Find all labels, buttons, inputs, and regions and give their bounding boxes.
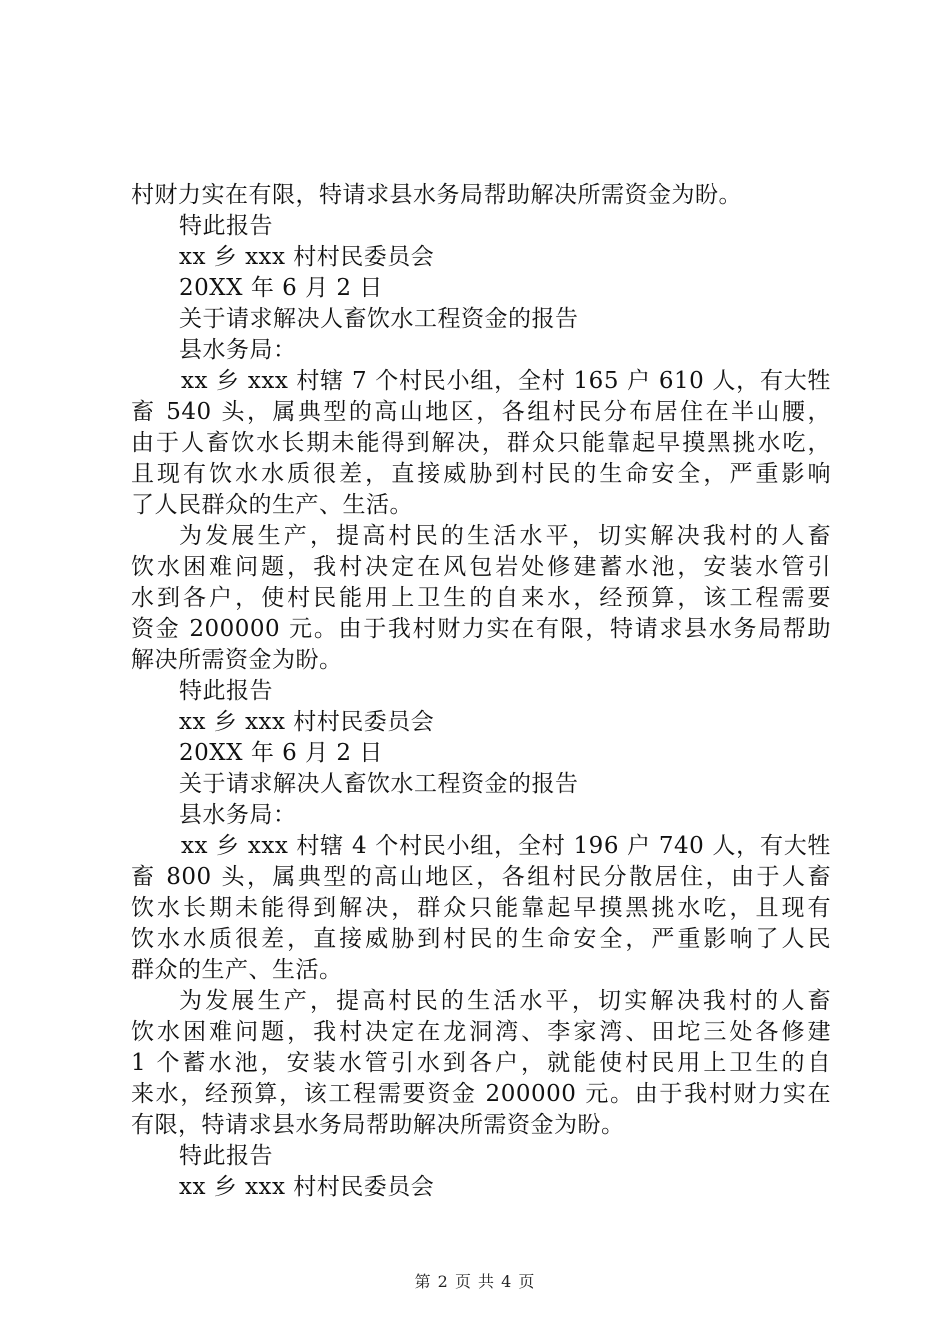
text-line: 且现有饮水水质很差，直接威胁到村民的生命安全，严重影响 — [131, 461, 831, 487]
text-line: 饮水水质很差，直接威胁到村民的生命安全，严重影响了人民 — [131, 926, 831, 952]
text-line: 由于人畜饮水长期未能得到解决，群众只能靠起早摸黑挑水吃， — [131, 430, 831, 456]
text-line: 特此报告 — [179, 213, 273, 239]
text-line: 特此报告 — [179, 678, 273, 704]
text-line: 解决所需资金为盼。 — [131, 647, 343, 673]
document-body — [131, 180, 831, 1203]
text-line: 了人民群众的生产、生活。 — [131, 492, 413, 518]
text-line: xx 乡 xxx 村村民委员会 — [179, 709, 435, 735]
text-line: 饮水困难问题，我村决定在龙洞湾、李家湾、田坨三处各修建 — [131, 1019, 831, 1045]
text-line: 20XX 年 6 月 2 日 — [179, 275, 383, 301]
text-line: xx 乡 xxx 村村民委员会 — [179, 244, 435, 270]
text-line: 水到各户，使村民能用上卫生的自来水，经预算，该工程需要 — [131, 585, 831, 611]
page-footer: 第 2 页 共 4 页 — [414, 1272, 536, 1291]
text-line: 县水务局： — [179, 802, 297, 828]
text-line: 资金 200000 元。由于我村财力实在有限，特请求县水务局帮助 — [131, 616, 831, 642]
text-line: 有限，特请求县水务局帮助解决所需资金为盼。 — [131, 1112, 625, 1138]
text-line: 饮水长期未能得到解决，群众只能靠起早摸黑挑水吃，且现有 — [131, 895, 831, 921]
text-line: xx 乡 xxx 村辖 7 个村民小组，全村 165 户 610 人，有大牲 — [181, 368, 831, 394]
text-line: 县水务局： — [179, 337, 297, 363]
text-line: 饮水困难问题，我村决定在风包岩处修建蓄水池，安装水管引 — [131, 554, 831, 580]
text-line: xx 乡 xxx 村村民委员会 — [179, 1174, 435, 1200]
text-line: 村财力实在有限，特请求县水务局帮助解决所需资金为盼。 — [131, 182, 742, 208]
text-line: 1 个蓄水池，安装水管引水到各户，就能使村民用上卫生的自 — [131, 1050, 831, 1076]
text-line: 群众的生产、生活。 — [131, 957, 343, 983]
text-line: 关于请求解决人畜饮水工程资金的报告 — [179, 306, 579, 332]
text-line: 来水，经预算，该工程需要资金 200000 元。由于我村财力实在 — [131, 1081, 831, 1107]
text-line: 关于请求解决人畜饮水工程资金的报告 — [179, 771, 579, 797]
text-line: 特此报告 — [179, 1143, 273, 1169]
text-line: 畜 540 头，属典型的高山地区，各组村民分布居住在半山腰， — [131, 399, 831, 425]
text-line: xx 乡 xxx 村辖 4 个村民小组，全村 196 户 740 人，有大牲 — [181, 833, 831, 859]
text-line: 畜 800 头，属典型的高山地区，各组村民分散居住，由于人畜 — [131, 864, 831, 890]
text-line: 为发展生产，提高村民的生活水平，切实解决我村的人畜 — [179, 523, 831, 549]
text-line: 为发展生产，提高村民的生活水平，切实解决我村的人畜 — [179, 988, 831, 1014]
text-line: 20XX 年 6 月 2 日 — [179, 740, 383, 766]
